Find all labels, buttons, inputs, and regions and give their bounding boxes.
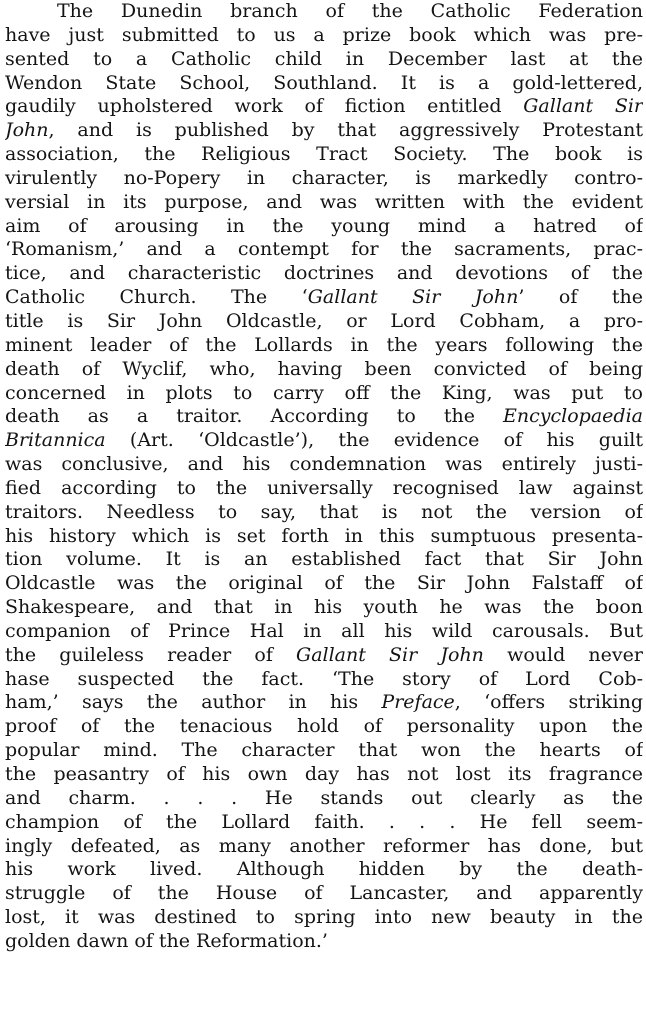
text-line: traitors. Needless to say, that is not the version of <box>5 500 643 523</box>
text-line: his history which is set forth in this sumptuous presenta- <box>5 524 643 547</box>
text-line: virulently no-Popery in character, is markedly contro- <box>5 166 643 189</box>
text-line: versial in its purpose, and was written with the evident <box>5 190 643 213</box>
text-line: Catholic Church. The ‘Gallant Sir John’ of the <box>5 286 643 309</box>
text-line: ingly defeated, as many another reformer has done, but <box>5 834 643 857</box>
text-line: minent leader of the Lollards in the years following the <box>5 333 643 356</box>
text-line: Wendon State School, Southland. It is a gold-lettered, <box>5 71 643 94</box>
text-line: concerned in plots to carry off the King, was put to <box>5 381 643 404</box>
text-line: and charm. . . . He stands out clearly as the <box>5 786 643 809</box>
text-line: popular mind. The character that won the hearts of <box>5 739 643 762</box>
text-line: tice, and characteristic doctrines and devotions of the <box>5 262 643 285</box>
italic-title: Gallant Sir John <box>296 643 484 666</box>
text-line: champion of the Lollard faith. . . . He fell seem- <box>5 810 643 833</box>
text-line: ham,’ says the author in his Preface, ‘offers striking <box>5 691 643 714</box>
text-line: have just submitted to us a prize book which was pre- <box>5 23 643 46</box>
article-paragraph <box>5 0 643 954</box>
text-line: Britannica (Art. ‘Oldcastle’), the evidence of his guilt <box>5 429 643 452</box>
text-line: Shakespeare, and that in his youth he was the boon <box>5 596 643 619</box>
italic-title: Encyclopaedia <box>503 405 643 428</box>
text-line: struggle of the House of Lancaster, and apparently <box>5 882 643 905</box>
text-line: association, the Religious Tract Society. The book is <box>5 143 643 166</box>
text-line: lost, it was destined to spring into new beauty in the <box>5 906 643 929</box>
text-line: aim of arousing in the young mind a hatred of <box>5 214 643 237</box>
text-line: gaudily upholstered work of fiction entitled Gallant Sir <box>5 95 643 118</box>
text-line: ‘Romanism,’ and a contempt for the sacraments, prac- <box>5 238 643 261</box>
text-line: his work lived. Although hidden by the death- <box>5 858 643 881</box>
italic-title: Britannica <box>5 429 106 452</box>
italic-title: John <box>5 119 49 142</box>
text-line: proof of the tenacious hold of personality upon the <box>5 715 643 738</box>
text-line: Oldcastle was the original of the Sir John Falstaff of <box>5 572 643 595</box>
text-line: hase suspected the fact. ‘The story of Lord Cob- <box>5 667 643 690</box>
italic-title: Preface <box>381 691 455 714</box>
text-line: John, and is published by that aggressively Protestant <box>5 119 643 142</box>
text-line: death as a traitor. According to the Encyclopaedia <box>5 405 643 428</box>
text-line: title is Sir John Oldcastle, or Lord Cobham, a pro- <box>5 309 643 332</box>
text-line: the guileless reader of Gallant Sir John would never <box>5 643 643 666</box>
italic-title: Gallant Sir John <box>307 286 519 309</box>
text-line: The Dunedin branch of the Catholic Federation <box>57 0 643 22</box>
text-line: was conclusive, and his condemnation was entirely justi- <box>5 453 643 476</box>
text-line: death of Wyclif, who, having been convicted of being <box>5 357 643 380</box>
text-line: the peasantry of his own day has not lost its fragrance <box>5 763 643 785</box>
text-line: companion of Prince Hal in all his wild carousals. But <box>5 619 643 642</box>
text-line: sented to a Catholic child in December last at the <box>5 47 643 70</box>
text-line: fied according to the universally recognised law against <box>5 476 643 499</box>
text-line: golden dawn of the Reformation.’ <box>5 929 328 952</box>
italic-title: Gallant Sir <box>523 95 643 118</box>
text-line: tion volume. It is an established fact that Sir John <box>5 548 643 571</box>
